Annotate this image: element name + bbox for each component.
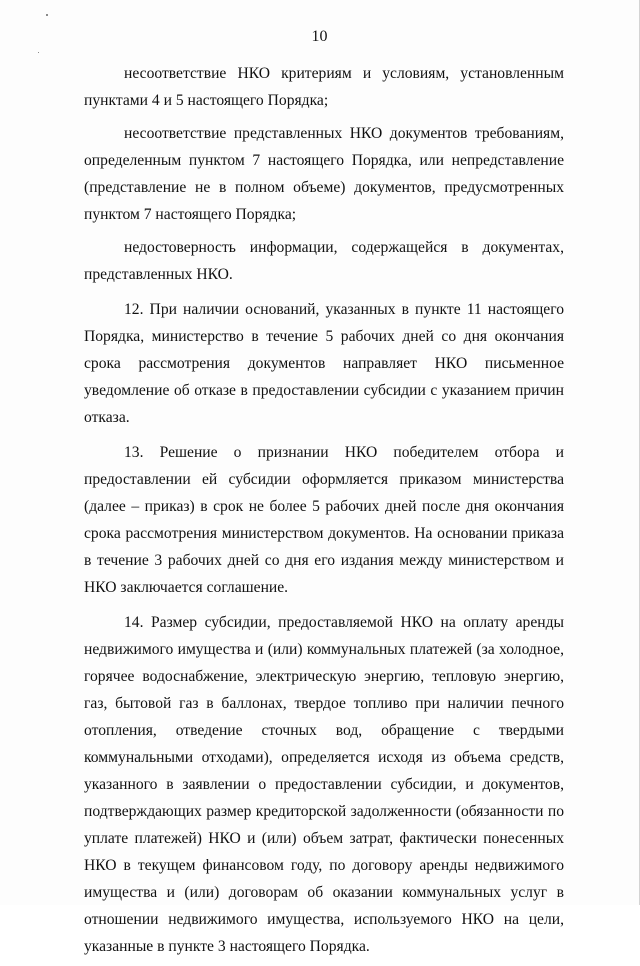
paragraph-criteria-mismatch: несоответствие НКО критериям и условиям, установленным пунктами 4 и 5 настоящего Порядка; <box>84 65 564 109</box>
paragraph-item-14: 14. Размер субсидии, предоставляемой НКО на оплату аренды недвижимого имущества и (или) коммунальных платежей (за холодное, горячее водоснабжение, электрическую энергию, тепловую энергию, газ, бытовой газ в баллонах, твердое топливо при наличии печного отопления, отведение сточных вод, обращение с твердыми коммунальными отходами), определяется исходя из объема средств, указанного в заявлении о предоставлении субсидии, и документов, подтверждающих размер кредиторской задолженности (обязанности по уплате платежей) НКО и (или) объем затрат, фактически понесенных НКО в текущем финансовом году, по договору аренды недвижимого имущества и (или) договорам об оказании коммунальных услуг в отношении недвижимого имущества, используемого НКО на цели, указанные в пункте 3 настоящего Порядка. <box>84 614 564 955</box>
scan-speck <box>46 14 48 16</box>
paragraph-item-13: 13. Решение о признании НКО победителем отбора и предоставлении ей субсидии оформляется приказом министерства (далее – приказ) в срок не более 5 рабочих дней после дня окончания срока рассмотрения министерством документов. На основании приказа в течение 3 рабочих дней со дня его издания между министерством и НКО заключается соглашение. <box>84 444 564 596</box>
paragraph-item-12: 12. При наличии оснований, указанных в пункте 11 настоящего Порядка, министерство в течение 5 рабочих дней со дня окончания срока рассмотрения документов направляет НКО письменное уведомление об отказе в предоставлении субсидии с указанием причин отказа. <box>84 301 564 426</box>
paragraph-false-information: недостоверность информации, содержащейся в документах, представленных НКО. <box>84 239 564 283</box>
scan-speck <box>38 52 39 53</box>
document-body <box>84 60 564 966</box>
paragraph-documents-mismatch: несоответствие представленных НКО документов требованиям, определенным пунктом 7 настоящего Порядка, или непредставление (представление не в полном объеме) документов, предусмотренных пунктом 7 настоящего Порядка; <box>84 125 564 223</box>
page-number: 10 <box>311 28 328 45</box>
